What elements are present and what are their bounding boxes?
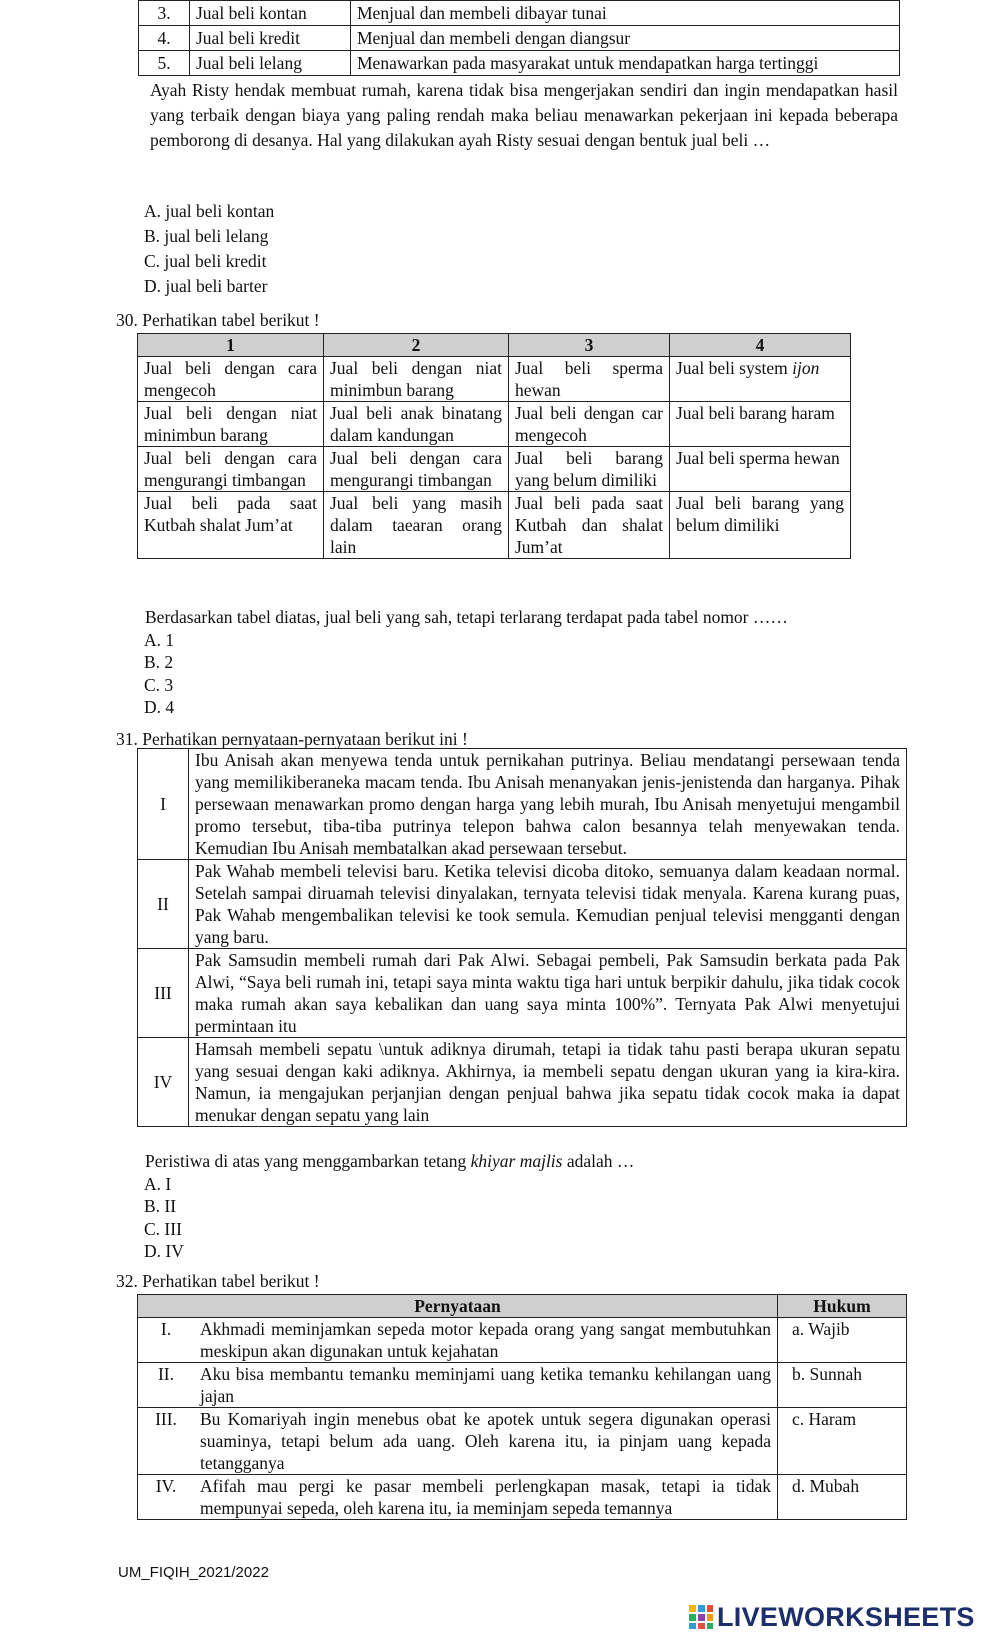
question-31-question: Peristiwa di atas yang menggambarkan tetang khiyar majlis adalah …: [145, 1151, 635, 1171]
question-number: 32.: [116, 1271, 138, 1291]
question-32-table: [137, 1294, 907, 1520]
question-30-heading: [116, 309, 320, 331]
question-29-text: Ayah Risty hendak membuat rumah, karena tidak bisa mengerjakan sendiri dan ingin mendapatkan hasil yang terbaik dengan biaya yang paling rendah maka beliau menawarkan pekerjaan ini kepada beberapa pemborong di desanya. Hal yang dilakukan ayah Risty sesuai dengan bentuk jual beli …: [150, 80, 898, 150]
question-31-table: [137, 748, 907, 1127]
liveworksheets-logo[interactable]: [688, 1600, 975, 1634]
logo-text: LIVEWORKSHEETS: [717, 1602, 975, 1632]
row-label: I: [138, 749, 189, 860]
table-row: III Pak Samsudin membeli rumah dari Pak Alwi. Sebagai pembeli, Pak Samsudin berkata pada Pak Alwi, “Saya beli rumah ini, tetapi saya minta waktu tiga hari untuk berpikir dahulu, jika tidak cocok maka rumah akan saya kebalikan dan uang saya minta 100%”. Ternyata Pak Alwi menyetujui permintaan itu: [138, 949, 907, 1038]
option-b[interactable]: B. 2: [144, 652, 174, 673]
option-c[interactable]: C. jual beli kredit: [144, 251, 267, 271]
option-b[interactable]: B. jual beli lelang: [144, 226, 269, 246]
footer-code: UM_FIQIH_2021/2022: [118, 1564, 269, 1581]
terms-table: [138, 0, 900, 76]
italic-term: khiyar majlis: [470, 1151, 563, 1171]
table-row: IV. Afifah mau pergi ke pasar membeli perlengkapan masak, tetapi ia tidak mempunyai sepeda, oleh karena itu, ia meminjam sepeda temannya d. Mubah: [138, 1475, 907, 1520]
question-29-options: [144, 199, 274, 299]
question-30-table: [137, 333, 851, 559]
row-label: III: [138, 949, 189, 1038]
italic-term: ijon: [792, 358, 820, 378]
question-prompt: Perhatikan tabel berikut !: [142, 310, 320, 330]
table-row: 5. Jual beli lelang Menawarkan pada masyarakat untuk mendapatkan harga tertinggi: [139, 51, 900, 76]
column-header: 4: [670, 334, 851, 357]
column-header: Pernyataan: [138, 1295, 778, 1318]
option-a[interactable]: A. jual beli kontan: [144, 201, 275, 221]
option-c[interactable]: C. III: [144, 1218, 182, 1239]
question-31-heading: [116, 728, 468, 750]
question-number: 30.: [116, 310, 138, 330]
table-row: IV Hamsah membeli sepatu \untuk adiknya dirumah, tetapi ia tidak tahu pasti berapa ukuran sepatu yang sesuai dengan kaki adiknya. Akhirnya, ia membeli sepatu dengan ukuran yang ia kira-kira. Namun, ia mengajukan perjanjian dengan penjual bahwa jika sepatu tidak cocok maka ia dapat menukar dengan sepatu yang lain: [138, 1038, 907, 1127]
question-31-options: [144, 1173, 184, 1263]
option-d[interactable]: D. jual beli barter: [144, 276, 268, 296]
option-d[interactable]: D. 4: [144, 697, 175, 718]
option-a[interactable]: A. 1: [144, 630, 175, 650]
question-prompt: Perhatikan pernyataan-pernyataan berikut ini !: [142, 729, 468, 749]
table-row: Jual beli pada saat Kutbah shalat Jum’at Jual beli yang masih dalam taearan orang lain Jual beli pada saat Kutbah dan shalat Jum’at Jual beli barang yang belum dimiliki: [138, 492, 851, 559]
question-32-heading: [116, 1270, 320, 1292]
table-row: III. Bu Komariyah ingin menebus obat ke apotek untuk segera digunakan operasi suaminya, tetapi belum ada uang. Oleh karena itu, ia pinjam uang kepada tetangganya c. Haram: [138, 1408, 907, 1475]
table-row: Jual beli dengan cara mengecoh Jual beli dengan niat minimbun barang Jual beli sperma hewan Jual beli system ijon: [138, 357, 851, 402]
question-prompt: Perhatikan tabel berikut !: [142, 1271, 320, 1291]
table-row: II. Aku bisa membantu temanku meminjami uang ketika temanku kehilangan uang jajan b. Sunnah: [138, 1363, 907, 1408]
liveworksheets-icon: [688, 1604, 714, 1630]
question-number: 31.: [116, 729, 138, 749]
row-label: II: [138, 860, 189, 949]
table-row: I Ibu Anisah akan menyewa tenda untuk pernikahan putrinya. Beliau mendatangi persewaan tenda yang memilikiberaneka macam tenda. Ibu Anisah menanyakan jenis-jenistenda dan harganya. Pihak persewaan menawarkan promo dengan harga yang lebih murah, Ibu Anisah menyetujui mengambil promo tersebut, tiba-tiba putrinya telepon bahwa calon besannya telah menyewakan tenda. Kemudian Ibu Anisah membatalkan akad persewaan tersebut.: [138, 749, 907, 860]
option-a[interactable]: A. I: [144, 1174, 172, 1194]
column-header: 3: [509, 334, 670, 357]
option-c[interactable]: C. 3: [144, 674, 174, 695]
table-row: Jual beli dengan niat minimbun barang Jual beli anak binatang dalam kandungan Jual beli dengan car mengecoh Jual beli barang haram: [138, 402, 851, 447]
option-b[interactable]: B. II: [144, 1196, 177, 1217]
table-row: 3. Jual beli kontan Menjual dan membeli dibayar tunai: [139, 1, 900, 26]
table-row: 4. Jual beli kredit Menjual dan membeli dengan diangsur: [139, 26, 900, 51]
column-header: 2: [324, 334, 509, 357]
row-label: IV: [138, 1038, 189, 1127]
table-row: II Pak Wahab membeli televisi baru. Ketika televisi dicoba ditoko, semuanya dalam keadaan normal. Setelah sampai diruamah televisi dinyalakan, ternyata televisi tidak menyala. Karena kurang puas, Pak Wahab mengembalikan televisi ke took semula. Kemudian penjual televisi mengganti dengan yang baru.: [138, 860, 907, 949]
question-30-options: [144, 629, 174, 719]
question-30-question: Berdasarkan tabel diatas, jual beli yang sah, tetapi terlarang terdapat pada tabel nomor ……: [145, 607, 788, 627]
column-header: 1: [138, 334, 324, 357]
table-row: Jual beli dengan cara mengurangi timbangan Jual beli dengan cara mengurangi timbangan Jual beli barang yang belum dimiliki Jual beli sperma hewan: [138, 447, 851, 492]
column-header: Hukum: [778, 1295, 907, 1318]
table-row: I. Akhmadi meminjamkan sepeda motor kepada orang yang sangat membutuhkan meskipun akan digunakan untuk kejahatan a. Wajib: [138, 1318, 907, 1363]
option-d[interactable]: D. IV: [144, 1241, 184, 1262]
